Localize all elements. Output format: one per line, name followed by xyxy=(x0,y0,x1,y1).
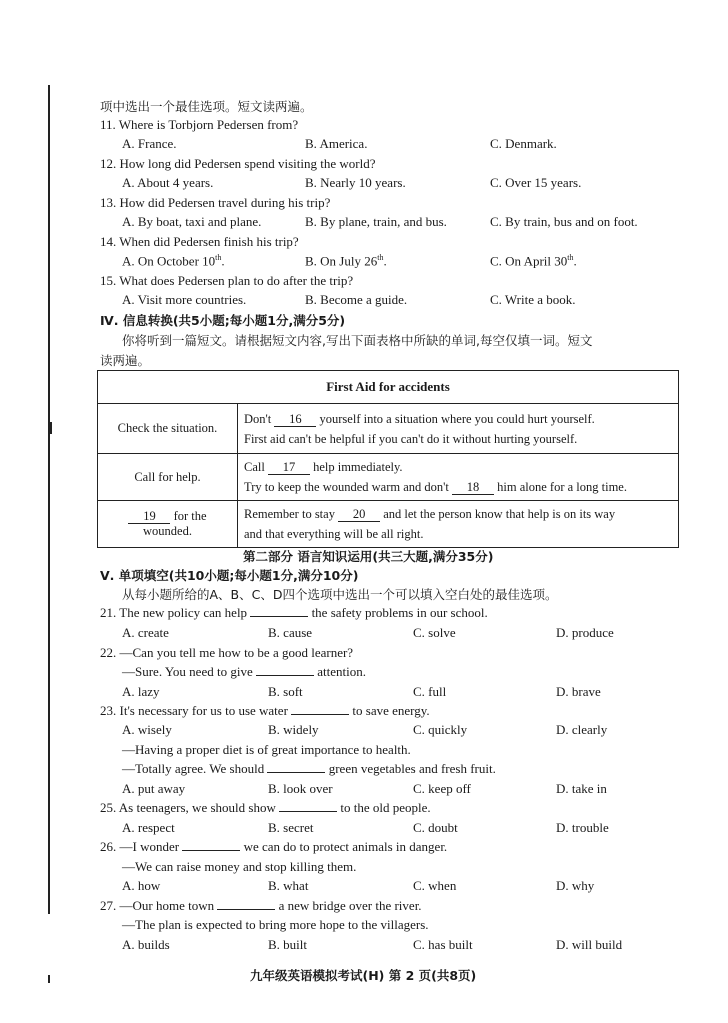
option-d: D. take in xyxy=(556,781,607,796)
binding-margin-line xyxy=(48,85,50,905)
option-b: B. cause xyxy=(268,625,313,640)
option-a: A. create xyxy=(122,625,169,640)
option-a: A. put away xyxy=(122,781,186,796)
row-content: Remember to stay 20 and let the person know that help is on its way and that everything will be all right. xyxy=(238,501,679,548)
option-b: B. soft xyxy=(268,684,303,699)
option-a: A. On October 10th. xyxy=(122,253,225,269)
table-row xyxy=(98,501,679,548)
option-c: C. has built xyxy=(413,937,473,952)
margin-mark xyxy=(48,902,50,914)
section-4-title: Ⅳ. 信息转换(共5小题;每小题1分,满分5分) xyxy=(100,313,346,328)
row-label: Call for help. xyxy=(98,454,238,501)
blank-20[interactable]: 20 xyxy=(338,508,380,522)
option-b: B. what xyxy=(268,878,309,893)
option-b: B. look over xyxy=(268,781,333,796)
table-row xyxy=(98,404,679,454)
section-4-instruction-cont: 读两遍。 xyxy=(100,353,151,368)
option-b: B. On July 26th. xyxy=(305,253,387,269)
option-c: C. By train, bus and on foot. xyxy=(490,214,638,229)
option-c: C. Denmark. xyxy=(490,136,557,151)
question-text: 22. —Can you tell me how to be a good learner? xyxy=(100,645,354,660)
option-a: A. About 4 years. xyxy=(122,175,214,190)
option-d: D. why xyxy=(556,878,595,893)
option-c: C. Write a book. xyxy=(490,292,576,307)
option-c: C. solve xyxy=(413,625,456,640)
part-2-heading: 第二部分 语言知识运用(共三大题,满分35分) xyxy=(243,549,494,564)
question-text: —The plan is expected to bring more hope to the villagers. xyxy=(122,917,429,932)
row-label: 19 for the wounded. xyxy=(98,501,238,548)
question-text: 11. Where is Torbjorn Pedersen from? xyxy=(100,117,299,132)
option-b: B. Nearly 10 years. xyxy=(305,175,406,190)
question-text: —We can raise money and stop killing them. xyxy=(122,859,357,874)
answer-blank[interactable] xyxy=(291,714,349,715)
question-text: —Totally agree. We should green vegetables and fresh fruit. xyxy=(122,761,496,776)
row-label: Check the situation. xyxy=(98,404,238,454)
option-d: D. will build xyxy=(556,937,623,952)
margin-mark xyxy=(50,422,52,434)
row-content: Don't 16 yourself into a situation where you could hurt yourself. First aid can't be helpful if you can't do it without hurting yourself. xyxy=(238,404,679,454)
answer-blank[interactable] xyxy=(256,675,314,676)
option-a: A. builds xyxy=(122,937,170,952)
option-c: C. full xyxy=(413,684,447,699)
intro-text: 项中选出一个最佳选项。短文读两遍。 xyxy=(100,99,313,114)
blank-17[interactable]: 17 xyxy=(268,461,310,475)
answer-blank[interactable] xyxy=(182,850,240,851)
option-c: C. On April 30th. xyxy=(490,253,577,269)
option-c: C. when xyxy=(413,878,457,893)
question-text: 13. How did Pedersen travel during his trip? xyxy=(100,195,331,210)
question-text: 26. —I wonder we can do to protect animals in danger. xyxy=(100,839,448,854)
page-footer: 九年级英语模拟考试(H) 第 2 页(共8页) xyxy=(250,968,477,983)
option-b: B. Become a guide. xyxy=(305,292,408,307)
option-b: B. secret xyxy=(268,820,314,835)
table-row xyxy=(98,454,679,501)
question-text: —Sure. You need to give attention. xyxy=(122,664,366,679)
option-d: D. brave xyxy=(556,684,601,699)
option-b: B. built xyxy=(268,937,308,952)
option-d: D. trouble xyxy=(556,820,609,835)
question-text: 27. —Our home town a new bridge over the river. xyxy=(100,898,422,913)
blank-16[interactable]: 16 xyxy=(274,413,316,427)
option-a: A. how xyxy=(122,878,161,893)
question-text: 14. When did Pedersen finish his trip? xyxy=(100,234,299,249)
question-text: 21. The new policy can help the safety problems in our school. xyxy=(100,605,488,620)
option-a: A. By boat, taxi and plane. xyxy=(122,214,262,229)
option-c: C. doubt xyxy=(413,820,458,835)
option-b: B. America. xyxy=(305,136,368,151)
question-text: 15. What does Pedersen plan to do after the trip? xyxy=(100,273,354,288)
option-b: B. widely xyxy=(268,722,319,737)
row-content: Call 17 help immediately. Try to keep the wounded warm and don't 18 him alone for a long time. xyxy=(238,454,679,501)
option-a: A. Visit more countries. xyxy=(122,292,247,307)
answer-blank[interactable] xyxy=(217,909,275,910)
question-text: 25. As teenagers, we should show to the old people. xyxy=(100,800,431,815)
answer-blank[interactable] xyxy=(279,811,337,812)
section-5-instruction: 从每小题所给的A、B、C、D四个选项中选出一个可以填入空白处的最佳选项。 xyxy=(122,587,558,602)
blank-18[interactable]: 18 xyxy=(452,481,494,495)
option-a: A. wisely xyxy=(122,722,172,737)
section-4-instruction: 你将听到一篇短文。请根据短文内容,写出下面表格中所缺的单词,每空仅填一词。短文 xyxy=(122,333,593,348)
answer-blank[interactable] xyxy=(250,616,308,617)
option-c: C. quickly xyxy=(413,722,468,737)
blank-19[interactable]: 19 xyxy=(128,510,170,524)
option-a: A. lazy xyxy=(122,684,160,699)
answer-blank[interactable] xyxy=(267,772,325,773)
option-b: B. By plane, train, and bus. xyxy=(305,214,447,229)
option-a: A. France. xyxy=(122,136,177,151)
table-header: First Aid for accidents xyxy=(98,371,679,404)
option-d: D. produce xyxy=(556,625,614,640)
question-text: 23. It's necessary for us to use water to save energy. xyxy=(100,703,430,718)
option-c: C. keep off xyxy=(413,781,471,796)
option-a: A. respect xyxy=(122,820,175,835)
option-d: D. clearly xyxy=(556,722,608,737)
section-5-title: Ⅴ. 单项填空(共10小题;每小题1分,满分10分) xyxy=(100,568,359,583)
margin-mark xyxy=(48,975,50,983)
question-text: 12. How long did Pedersen spend visiting the world? xyxy=(100,156,376,171)
question-text: —Having a proper diet is of great importance to health. xyxy=(122,742,411,757)
option-c: C. Over 15 years. xyxy=(490,175,582,190)
first-aid-table xyxy=(97,370,679,548)
